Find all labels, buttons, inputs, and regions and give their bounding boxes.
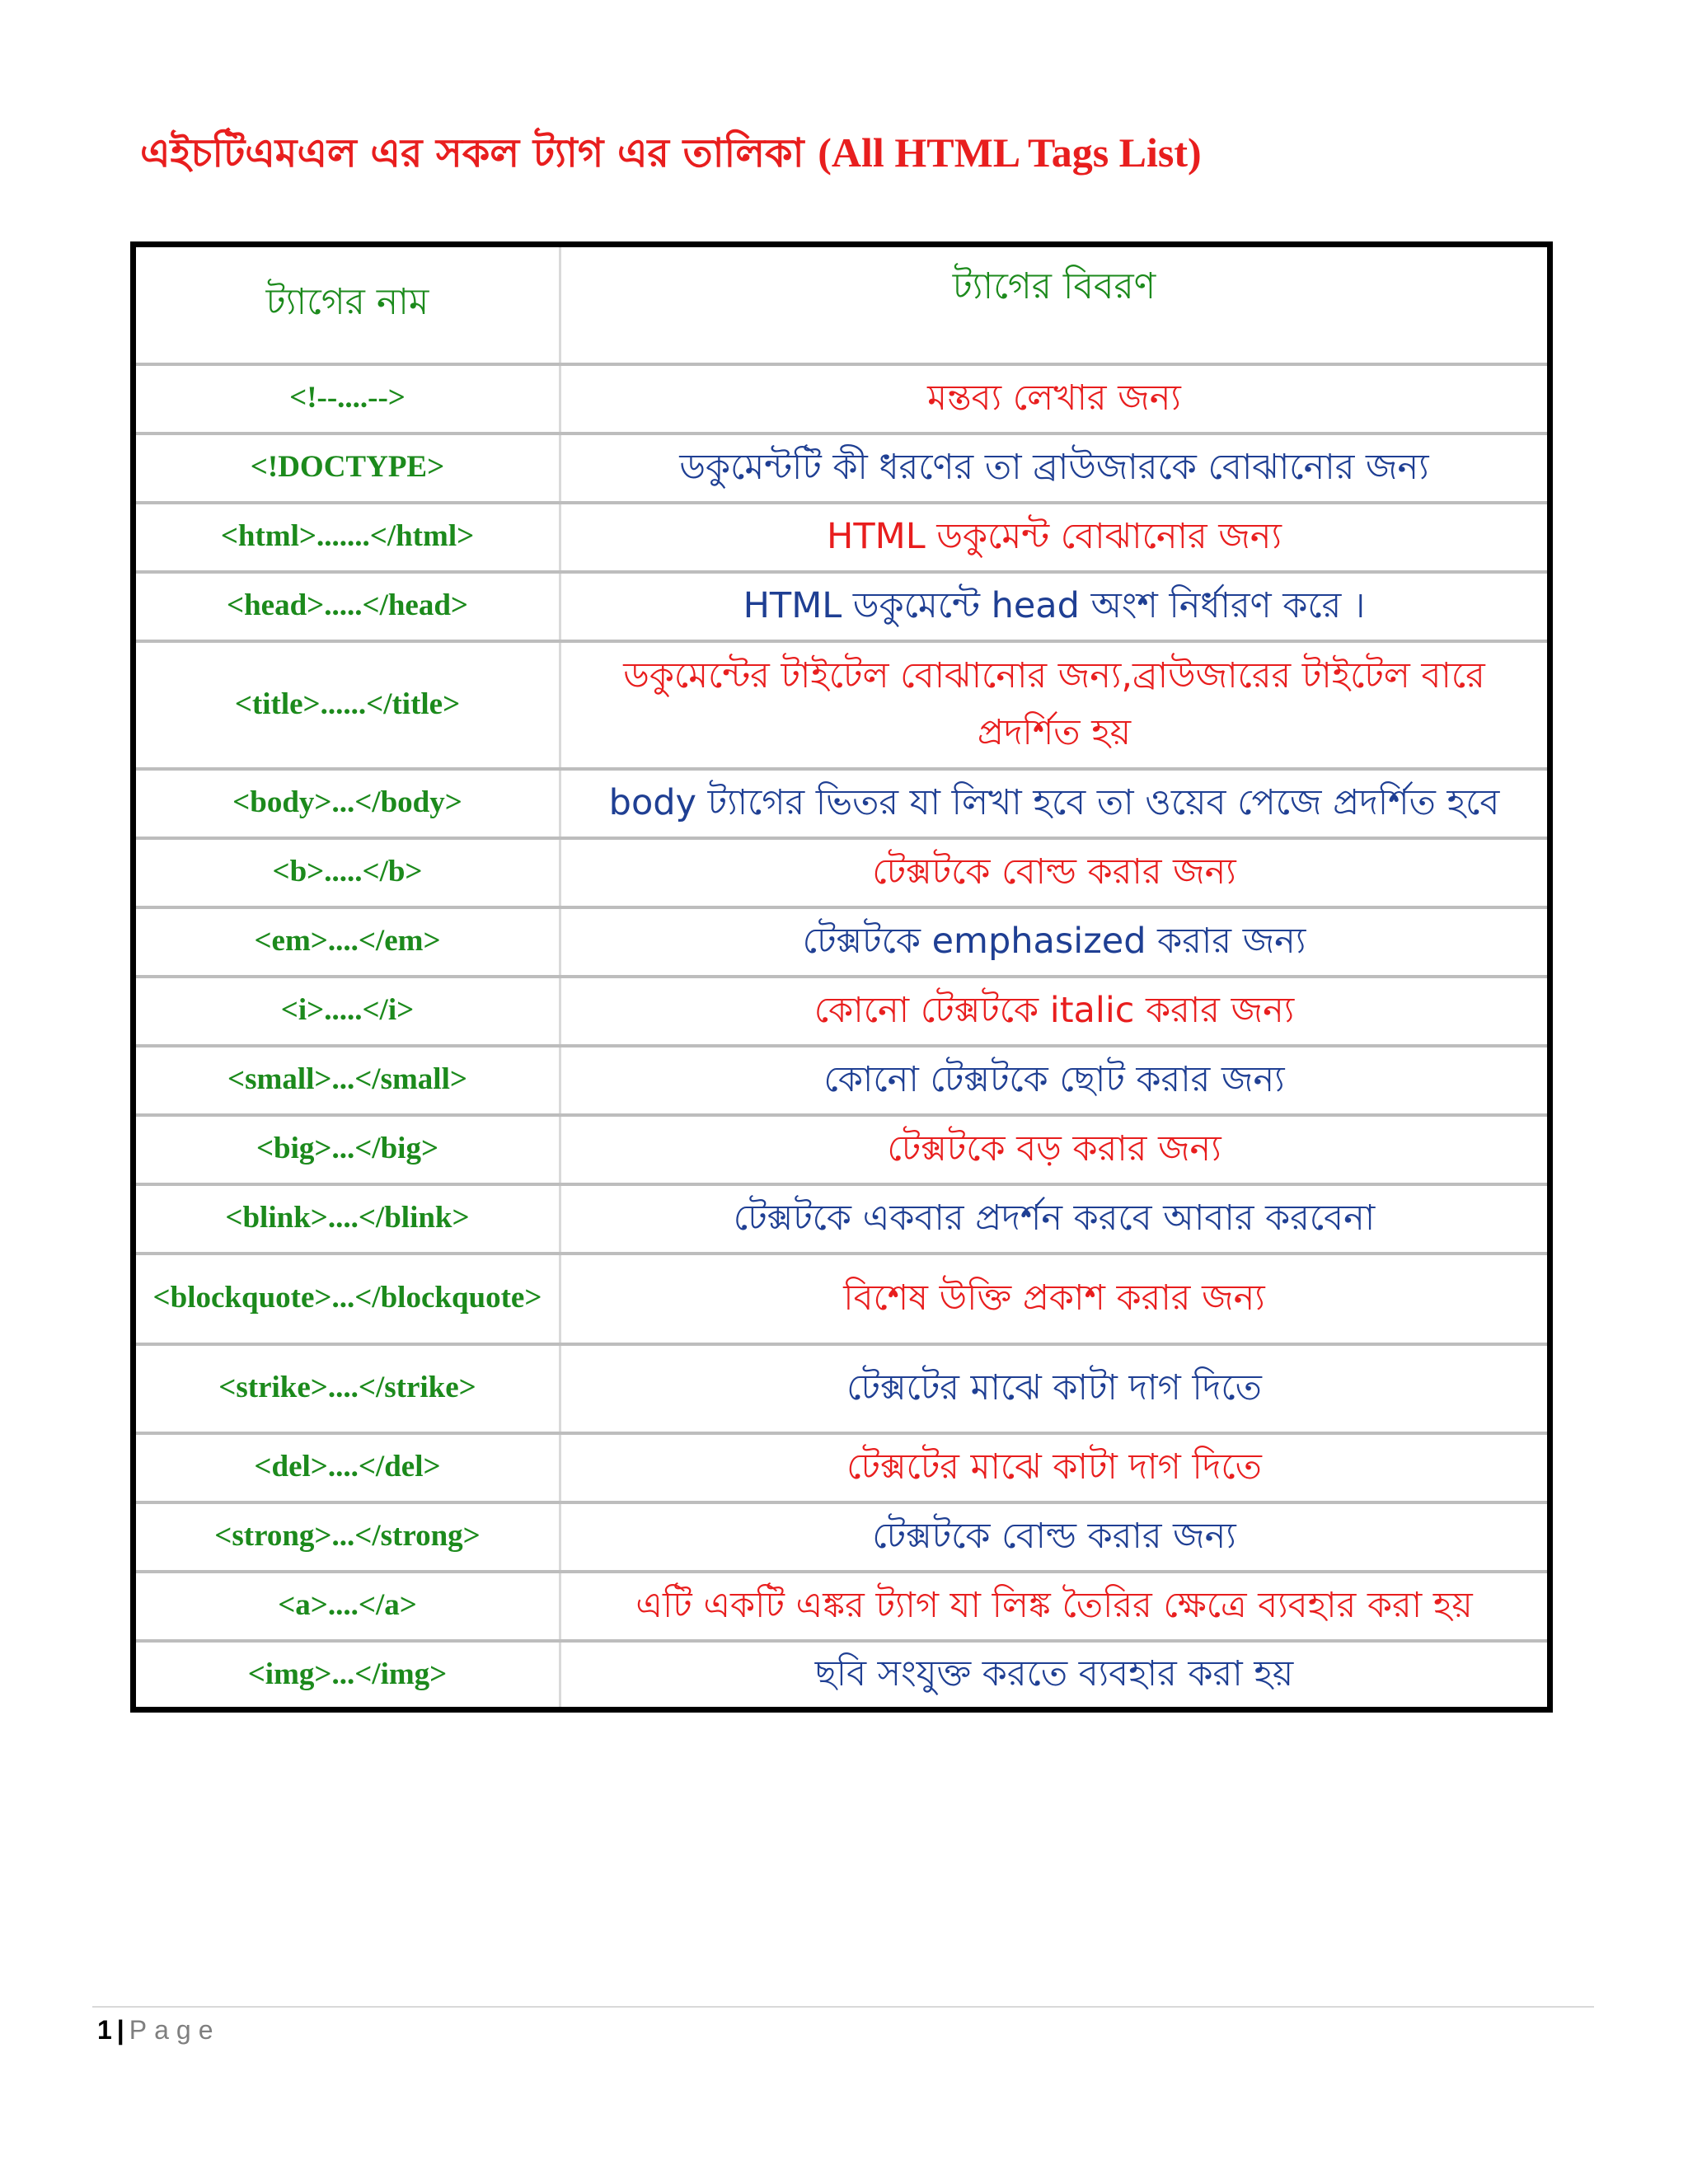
tag-description-cell: টেক্সটকে বোল্ড করার জন্য: [560, 1502, 1550, 1572]
page-number: 1: [97, 2015, 112, 2045]
table-row: [134, 434, 1550, 503]
table-row: [134, 1502, 1550, 1572]
table-row: [134, 1254, 1550, 1344]
tag-description-cell: টেক্সটকে বোল্ড করার জন্য: [560, 838, 1550, 907]
tag-name-cell: <i>.....</i>: [134, 977, 560, 1046]
table-row: [134, 1184, 1550, 1254]
table-row: [134, 1572, 1550, 1641]
table-row: [134, 1641, 1550, 1710]
table-body: [134, 364, 1550, 1710]
tag-description-cell: টেক্সটকে emphasized করার জন্য: [560, 907, 1550, 977]
tag-description-cell: কোনো টেক্সটকে ছোট করার জন্য: [560, 1046, 1550, 1115]
page-footer: [97, 2015, 220, 2046]
table-row: [134, 1433, 1550, 1502]
title-bengali: এইচটিএমএল এর সকল ট্যাগ এর তালিকা: [140, 130, 804, 176]
tag-name-cell: <del>....</del>: [134, 1433, 560, 1502]
tag-description-cell: বিশেষ উক্তি প্রকাশ করার জন্য: [560, 1254, 1550, 1344]
tag-name-cell: <img>...</img>: [134, 1641, 560, 1710]
tag-name-cell: <strong>...</strong>: [134, 1502, 560, 1572]
title-english: (All HTML Tags List): [818, 129, 1202, 176]
table-row: [134, 1046, 1550, 1115]
table-row: [134, 364, 1550, 434]
tag-name-cell: <!--....-->: [134, 364, 560, 434]
tag-name-cell: <!DOCTYPE>: [134, 434, 560, 503]
tag-description-cell: ডকুমেন্টটি কী ধরণের তা ব্রাউজারকে বোঝানোর জন্য: [560, 434, 1550, 503]
tag-description-cell: এটি একটি এঙ্কর ট্যাগ যা লিঙ্ক তৈরির ক্ষেত্রে ব্যবহার করা হয়: [560, 1572, 1550, 1641]
table-row: [134, 503, 1550, 572]
tag-description-cell: টেক্সটের মাঝে কাটা দাগ দিতে: [560, 1433, 1550, 1502]
tag-name-cell: <html>.......</html>: [134, 503, 560, 572]
tag-description-cell: টেক্সটকে বড় করার জন্য: [560, 1115, 1550, 1184]
table-row: [134, 572, 1550, 641]
header-description: ট্যাগের বিবরণ: [560, 245, 1550, 364]
table-row: [134, 907, 1550, 977]
tag-description-cell: HTML ডকুমেন্টে head অংশ নির্ধারণ করে ।: [560, 572, 1550, 641]
tag-description-cell: HTML ডকুমেন্ট বোঝানোর জন্য: [560, 503, 1550, 572]
tag-description-cell: ডকুমেন্টের টাইটেল বোঝানোর জন্য,ব্রাউজারের টাইটেল বারে প্রদর্শিত হয়: [560, 641, 1550, 769]
footer-separator: |: [116, 2015, 124, 2045]
tag-description-cell: ছবি সংযুক্ত করতে ব্যবহার করা হয়: [560, 1641, 1550, 1710]
html-tags-table: [130, 241, 1553, 1713]
header-tag-name: ট্যাগের নাম: [134, 245, 560, 364]
table-row: [134, 838, 1550, 907]
table-row: [134, 1344, 1550, 1433]
tag-name-cell: <b>.....</b>: [134, 838, 560, 907]
page-label: Page: [129, 2015, 221, 2045]
tag-name-cell: <blink>....</blink>: [134, 1184, 560, 1254]
tag-description-cell: কোনো টেক্সটকে italic করার জন্য: [560, 977, 1550, 1046]
tag-description-cell: body ট্যাগের ভিতর যা লিখা হবে তা ওয়েব পেজে প্রদর্শিত হবে: [560, 769, 1550, 838]
table-header-row: [134, 245, 1550, 364]
tag-name-cell: <head>.....</head>: [134, 572, 560, 641]
tag-name-cell: <title>......</title>: [134, 641, 560, 769]
table-row: [134, 1115, 1550, 1184]
tag-name-cell: <blockquote>...</blockquote>: [134, 1254, 560, 1344]
tag-name-cell: <strike>....</strike>: [134, 1344, 560, 1433]
tag-name-cell: <a>....</a>: [134, 1572, 560, 1641]
tag-description-cell: টেক্সটকে একবার প্রদর্শন করবে আবার করবেনা: [560, 1184, 1550, 1254]
page-title: [140, 124, 1574, 189]
tag-name-cell: <big>...</big>: [134, 1115, 560, 1184]
tag-name-cell: <small>...</small>: [134, 1046, 560, 1115]
tag-description-cell: টেক্সটের মাঝে কাটা দাগ দিতে: [560, 1344, 1550, 1433]
tag-description-cell: মন্তব্য লেখার জন্য: [560, 364, 1550, 434]
footer-divider: [92, 2006, 1594, 2008]
table-row: [134, 769, 1550, 838]
table-row: [134, 977, 1550, 1046]
table-row: [134, 641, 1550, 769]
tag-name-cell: <body>...</body>: [134, 769, 560, 838]
tag-name-cell: <em>....</em>: [134, 907, 560, 977]
